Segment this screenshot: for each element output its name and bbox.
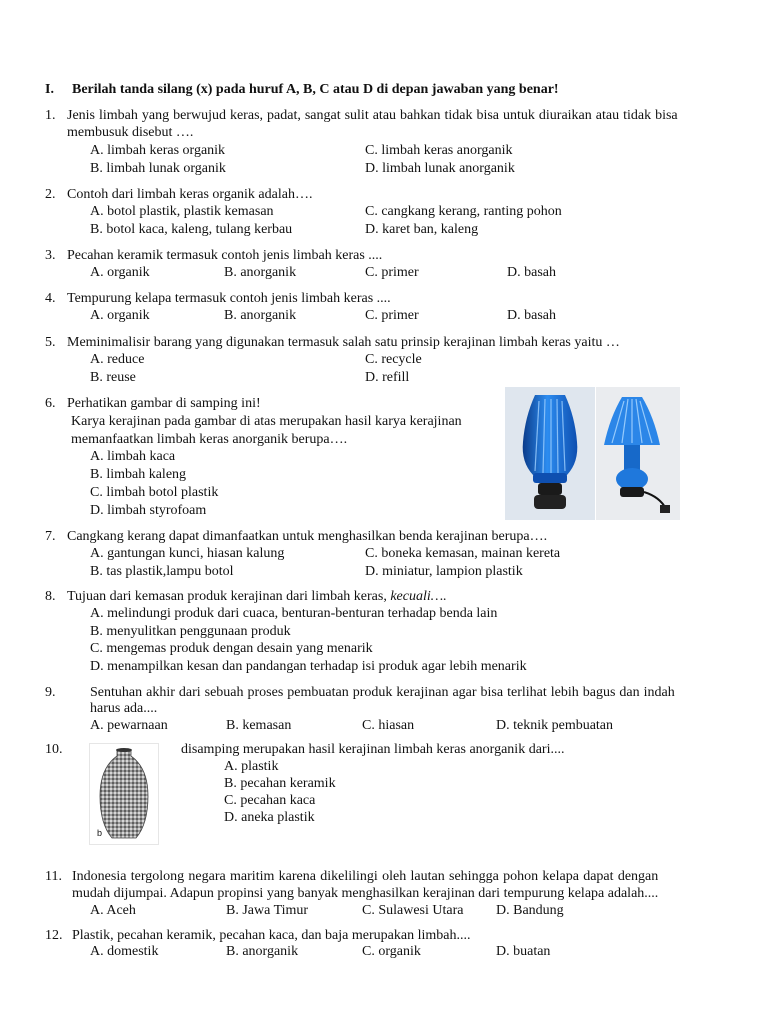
question-number: 6. <box>45 396 56 411</box>
option[interactable]: C. hiasan <box>362 718 415 733</box>
question-text: Karya kerajinan pada gambar di atas merupakan hasil karya kerajinan <box>71 414 462 429</box>
option[interactable]: B. Jawa Timur <box>226 903 309 918</box>
question-text-italic: kecuali…. <box>390 589 447 604</box>
option[interactable]: C. organik <box>362 944 421 959</box>
option[interactable]: D. basah <box>507 265 556 280</box>
question-text-main: Tujuan dari kemasan produk kerajinan dari limbah keras, <box>67 589 391 604</box>
option[interactable]: B. anorganik <box>224 308 297 323</box>
option[interactable]: C. mengemas produk dengan desain yang menarik <box>90 641 373 656</box>
mosaic-vase-photo <box>89 743 159 845</box>
question-number: 10. <box>45 742 63 757</box>
option[interactable]: A. organik <box>90 308 150 323</box>
option[interactable]: B. botol kaca, kaleng, tulang kerbau <box>90 222 293 237</box>
option[interactable]: C. primer <box>365 308 419 323</box>
option[interactable]: B. anorganik <box>224 265 297 280</box>
question-text: harus ada.... <box>90 701 158 716</box>
option[interactable]: C. boneka kemasan, mainan kereta <box>365 546 561 561</box>
question-text: membusuk disebut …. <box>67 125 194 140</box>
question-number: 4. <box>45 291 56 306</box>
option[interactable]: A. melindungi produk dari cuaca, benturan-benturan terhadap benda lain <box>90 606 498 621</box>
option[interactable]: A. organik <box>90 265 150 280</box>
option[interactable]: D. buatan <box>496 944 551 959</box>
option[interactable]: B. anorganik <box>226 944 299 959</box>
option[interactable]: B. limbah kaleng <box>90 467 187 482</box>
option[interactable]: D. karet ban, kaleng <box>365 222 479 237</box>
option[interactable]: A. Aceh <box>90 903 136 918</box>
question-number: 11. <box>45 869 62 884</box>
option[interactable]: B. limbah lunak organik <box>90 161 226 176</box>
question-text: mudah dijumpai. Adapun propinsi yang banyak menghasilkan kerajinan dari tempurung kelapa adalah.... <box>72 886 659 901</box>
option[interactable]: C. recycle <box>365 352 422 367</box>
section-instruction: Berilah tanda silang (x) pada huruf A, B, C atau D di depan jawaban yang benar! <box>72 82 559 97</box>
section-number: I. <box>45 82 54 97</box>
question-text: Jenis limbah yang berwujud keras, padat, sangat sulit atau bahkan tidak bisa untuk diuraikan atau tidak bisa <box>67 108 678 123</box>
question-text: Plastik, pecahan keramik, pecahan kaca, dan baja merupakan limbah.... <box>72 928 471 943</box>
bottle-lamp-lit-photo <box>596 387 680 520</box>
option[interactable]: A. pewarnaan <box>90 718 168 733</box>
option[interactable]: A. gantungan kunci, hiasan kalung <box>90 546 285 561</box>
option[interactable]: D. limbah lunak anorganik <box>365 161 515 176</box>
option[interactable]: B. kemasan <box>226 718 292 733</box>
question-text: Pecahan keramik termasuk contoh jenis limbah keras .... <box>67 248 383 263</box>
question-number: 1. <box>45 108 56 123</box>
question-text: Tempurung kelapa termasuk contoh jenis limbah keras .... <box>67 291 391 306</box>
option[interactable]: D. miniatur, lampion plastik <box>365 564 523 579</box>
question-number: 2. <box>45 187 56 202</box>
question-number: 3. <box>45 248 56 263</box>
option[interactable]: B. menyulitkan penggunaan produk <box>90 624 291 639</box>
option[interactable]: A. limbah kaca <box>90 449 176 464</box>
option[interactable]: A. reduce <box>90 352 145 367</box>
option[interactable]: B. pecahan keramik <box>224 776 336 791</box>
option[interactable]: A. plastik <box>224 759 279 774</box>
option[interactable]: C. Sulawesi Utara <box>362 903 464 918</box>
option[interactable]: C. cangkang kerang, ranting pohon <box>365 204 562 219</box>
question-number: 9. <box>45 685 56 700</box>
question-number: 8. <box>45 589 56 604</box>
option[interactable]: D. refill <box>365 370 410 385</box>
option[interactable]: D. aneka plastik <box>224 810 315 825</box>
question-number: 7. <box>45 529 56 544</box>
question-text: Cangkang kerang dapat dimanfaatkan untuk menghasilkan benda kerajinan berupa…. <box>67 529 548 544</box>
question-text: memanfaatkan limbah keras anorganik berupa…. <box>71 432 348 447</box>
question-number: 12. <box>45 928 63 943</box>
option[interactable]: D. teknik pembuatan <box>496 718 614 733</box>
option[interactable]: C. limbah keras anorganik <box>365 143 513 158</box>
question-text: Meminimalisir barang yang digunakan termasuk salah satu prinsip kerajinan limbah keras yaitu … <box>67 335 620 350</box>
image-label: b <box>97 828 103 838</box>
option[interactable]: D. basah <box>507 308 556 323</box>
option[interactable]: C. limbah botol plastik <box>90 485 219 500</box>
question-number: 5. <box>45 335 56 350</box>
option[interactable]: D. menampilkan kesan dan pandangan terhadap isi produk agar lebih menarik <box>90 659 527 674</box>
bottle-lamp-photo <box>505 387 595 520</box>
option[interactable]: A. domestik <box>90 944 159 959</box>
question-text: Contoh dari limbah keras organik adalah…. <box>67 187 313 202</box>
option[interactable]: C. primer <box>365 265 419 280</box>
option[interactable]: D. Bandung <box>496 903 564 918</box>
question-text: Sentuhan akhir dari sebuah proses pembuatan produk kerajinan agar bisa terlihat lebih bagus dan indah <box>90 685 675 700</box>
option[interactable]: D. limbah styrofoam <box>90 503 207 518</box>
option[interactable]: A. botol plastik, plastik kemasan <box>90 204 274 219</box>
question-text: Perhatikan gambar di samping ini! <box>67 396 261 411</box>
option[interactable]: A. limbah keras organik <box>90 143 226 158</box>
option[interactable]: C. pecahan kaca <box>224 793 316 808</box>
option[interactable]: B. reuse <box>90 370 136 385</box>
question-text: Indonesia tergolong negara maritim karena dikelilingi oleh lautan sehingga pohon kelapa dapat dengan <box>72 869 659 884</box>
option[interactable]: B. tas plastik,lampu botol <box>90 564 234 579</box>
question-text <box>67 588 447 605</box>
question-text: disamping merupakan hasil kerajinan limbah keras anorganik dari.... <box>181 742 565 757</box>
